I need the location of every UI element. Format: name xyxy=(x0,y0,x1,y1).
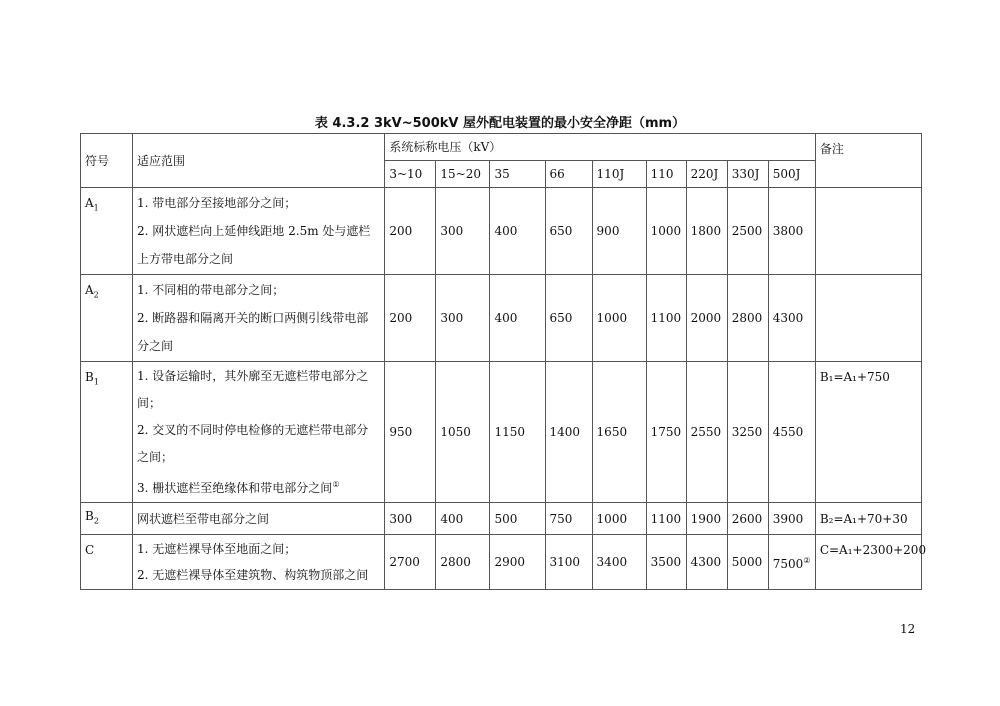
value-cell: 2800 xyxy=(436,535,490,590)
value-cell: 3500 xyxy=(646,535,686,590)
remark-cell: C=A₁+2300+200 xyxy=(815,535,921,590)
table-caption: 表 4.3.2 3kV~500kV 屋外配电装置的最小安全净距（mm） xyxy=(314,116,686,131)
table-row xyxy=(81,362,922,503)
page-number: 12 xyxy=(900,622,916,636)
header-voltage-group: 系统标称电压（kV） xyxy=(385,134,815,161)
row-scope: 网状遮栏至带电部分之间 xyxy=(133,503,385,535)
table-row xyxy=(81,535,922,590)
value-cell: 1750 xyxy=(646,362,686,503)
remark-cell xyxy=(815,275,921,362)
value-cell: 1000 xyxy=(592,503,646,535)
value-cell: 400 xyxy=(490,275,545,362)
header-voltage: 110J xyxy=(592,161,646,188)
value-cell: 3900 xyxy=(768,503,815,535)
value-cell: 4300 xyxy=(686,535,727,590)
header-voltage: 110 xyxy=(646,161,686,188)
value-cell: 3100 xyxy=(545,535,592,590)
row-scope: 1. 无遮栏裸导体至地面之间； 2. 无遮栏裸导体至建筑物、构筑物顶部之间 xyxy=(133,535,385,590)
value-cell: 1900 xyxy=(686,503,727,535)
header-scope: 适应范围 xyxy=(133,134,385,188)
value-cell: 200 xyxy=(385,188,436,275)
row-scope: 1. 设备运输时，其外廓至无遮栏带电部分之 间； 2. 交叉的不同时停电检修的无遮栏带电部分 之间； 3. 栅状遮栏至绝缘体和带电部分之间① xyxy=(133,362,385,503)
row-symbol: C xyxy=(81,535,133,590)
value-cell: 2700 xyxy=(385,535,436,590)
value-cell: 1050 xyxy=(436,362,490,503)
header-symbol: 符号 xyxy=(81,134,133,188)
value-cell: 4300 xyxy=(768,275,815,362)
table-row xyxy=(81,188,922,275)
remark-cell: B₁=A₁+750 xyxy=(815,362,921,503)
value-cell: 2000 xyxy=(686,275,727,362)
value-cell: 2600 xyxy=(727,503,768,535)
value-cell: 650 xyxy=(545,188,592,275)
table-row xyxy=(81,275,922,362)
value-cell: 400 xyxy=(436,503,490,535)
value-cell: 1400 xyxy=(545,362,592,503)
value-cell: 3250 xyxy=(727,362,768,503)
row-symbol: $B_2$ xyxy=(81,503,133,535)
row-symbol: $A_2$ xyxy=(81,275,133,362)
value-cell: 950 xyxy=(385,362,436,503)
value-cell: 5000 xyxy=(727,535,768,590)
value-cell: 1650 xyxy=(592,362,646,503)
value-cell: 7500② xyxy=(768,535,815,590)
remark-cell: B₂=A₁+70+30 xyxy=(815,503,921,535)
row-symbol: $A_1$ xyxy=(81,188,133,275)
value-cell: 2550 xyxy=(686,362,727,503)
header-voltage: 15~20 xyxy=(436,161,490,188)
row-scope: 1. 不同相的带电部分之间； 2. 断路器和隔离开关的断口两侧引线带电部 分之间 xyxy=(133,275,385,362)
footnote-mark: ① xyxy=(332,479,340,489)
value-cell: 1000 xyxy=(592,275,646,362)
row-symbol: $B_1$ xyxy=(81,362,133,503)
value-cell: 4550 xyxy=(768,362,815,503)
value-cell: 1000 xyxy=(646,188,686,275)
value-cell: 300 xyxy=(436,275,490,362)
value-cell: 2500 xyxy=(727,188,768,275)
value-cell: 900 xyxy=(592,188,646,275)
value-cell: 1100 xyxy=(646,503,686,535)
value-cell: 300 xyxy=(385,503,436,535)
header-voltage: 500J xyxy=(768,161,815,188)
value-cell: 1100 xyxy=(646,275,686,362)
header-voltage: 330J xyxy=(727,161,768,188)
header-voltage: 3~10 xyxy=(385,161,436,188)
header-remarks: 备注 xyxy=(815,134,921,188)
header-voltage: 220J xyxy=(686,161,727,188)
table-row xyxy=(81,503,922,535)
row-scope: 1. 带电部分至接地部分之间； 2. 网状遮栏向上延伸线距地 2.5m 处与遮栏 上方带电部分之间 xyxy=(133,188,385,275)
value-cell: 3800 xyxy=(768,188,815,275)
value-cell: 650 xyxy=(545,275,592,362)
clearance-table xyxy=(80,133,927,590)
header-voltage: 35 xyxy=(490,161,545,188)
value-cell: 2800 xyxy=(727,275,768,362)
value-cell: 1150 xyxy=(490,362,545,503)
value-cell: 1800 xyxy=(686,188,727,275)
value-cell: 750 xyxy=(545,503,592,535)
value-cell: 2900 xyxy=(490,535,545,590)
value-cell: 3400 xyxy=(592,535,646,590)
value-cell: 200 xyxy=(385,275,436,362)
value-cell: 500 xyxy=(490,503,545,535)
value-cell: 300 xyxy=(436,188,490,275)
value-cell: 400 xyxy=(490,188,545,275)
remark-cell xyxy=(815,188,921,275)
footnote-mark: ② xyxy=(803,555,811,565)
header-voltage: 66 xyxy=(545,161,592,188)
